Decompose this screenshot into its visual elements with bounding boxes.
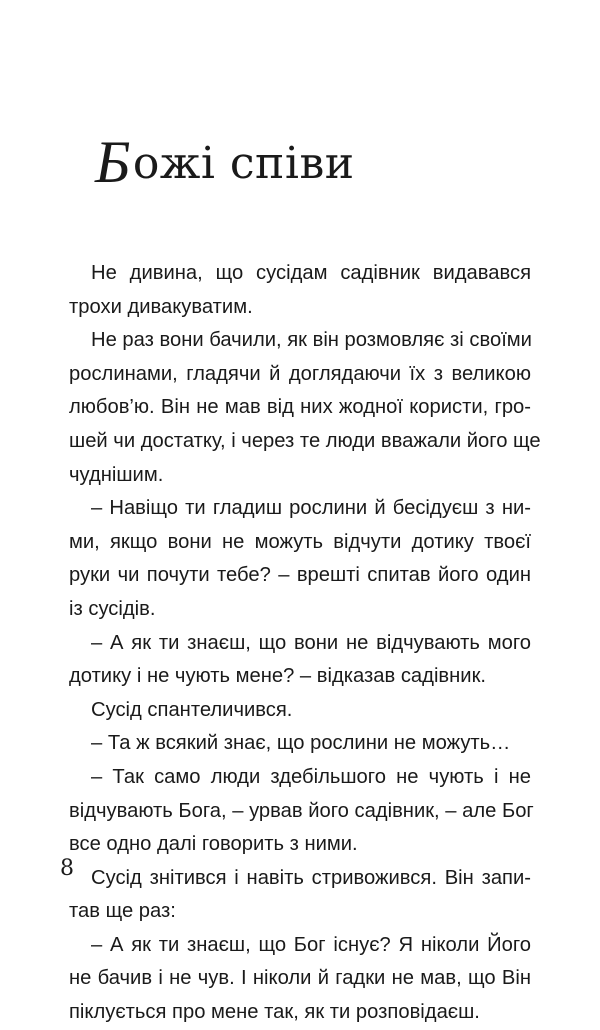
text-line: із сусідів. [69,597,156,620]
text-line: дотику і не чують мене? – відказав садівник. [69,665,487,688]
text-line: Не раз вони бачили, як він розмовляє зі своїми [91,329,532,352]
text-line: – Навіщо ти гладиш рослини й бесідуєш з ни- [91,497,531,520]
text-line: – Так само люди здебільшого не чують і не [91,765,531,788]
text-line: – Та ж всякий знає, що рослини не можуть… [91,732,511,755]
body-text [69,257,541,1030]
text-line: все одно далі говорить з ними. [69,833,358,856]
text-line: ми, якщо вони не можуть відчути дотику твоєї [69,530,531,553]
text-line: шей чи достатку, і через те люди вважали його ще [69,429,541,452]
chapter-title-rest: ожі співи [132,138,355,189]
text-line: не бачив і не чув. І ніколи й гадки не мав, що Він [69,967,531,990]
chapter-title-initial: Б [95,129,131,195]
text-line: піклується про мене так, як ти розповідаєш. [69,1001,480,1024]
text-line: відчувають Бога, – урвав його садівник, – але Бог [69,799,534,822]
text-line: Сусід спантеличився. [91,698,293,721]
page-number: 8 [60,856,74,881]
text-line: – А як ти знаєш, що Бог існує? Я ніколи Його [91,933,531,956]
text-line: – А як ти знаєш, що вони не відчувають мого [91,631,531,654]
text-line: чуднішим. [69,463,164,486]
text-line: рослинами, гладячи й доглядаючи їх з великою [69,362,531,385]
text-line: Сусід знітився і навіть стривожився. Він запи- [91,866,531,889]
text-line: любов’ю. Він не мав від них жодної користи, гро- [69,396,531,419]
text-line: Не дивина, що сусідам садівник видавався [91,262,531,284]
text-line: тав ще раз: [69,900,176,923]
text-line: руки чи почути тебе? – врешті спитав його один [69,564,531,587]
text-line: трохи дивакуватим. [69,295,253,318]
chapter-title [95,128,355,195]
